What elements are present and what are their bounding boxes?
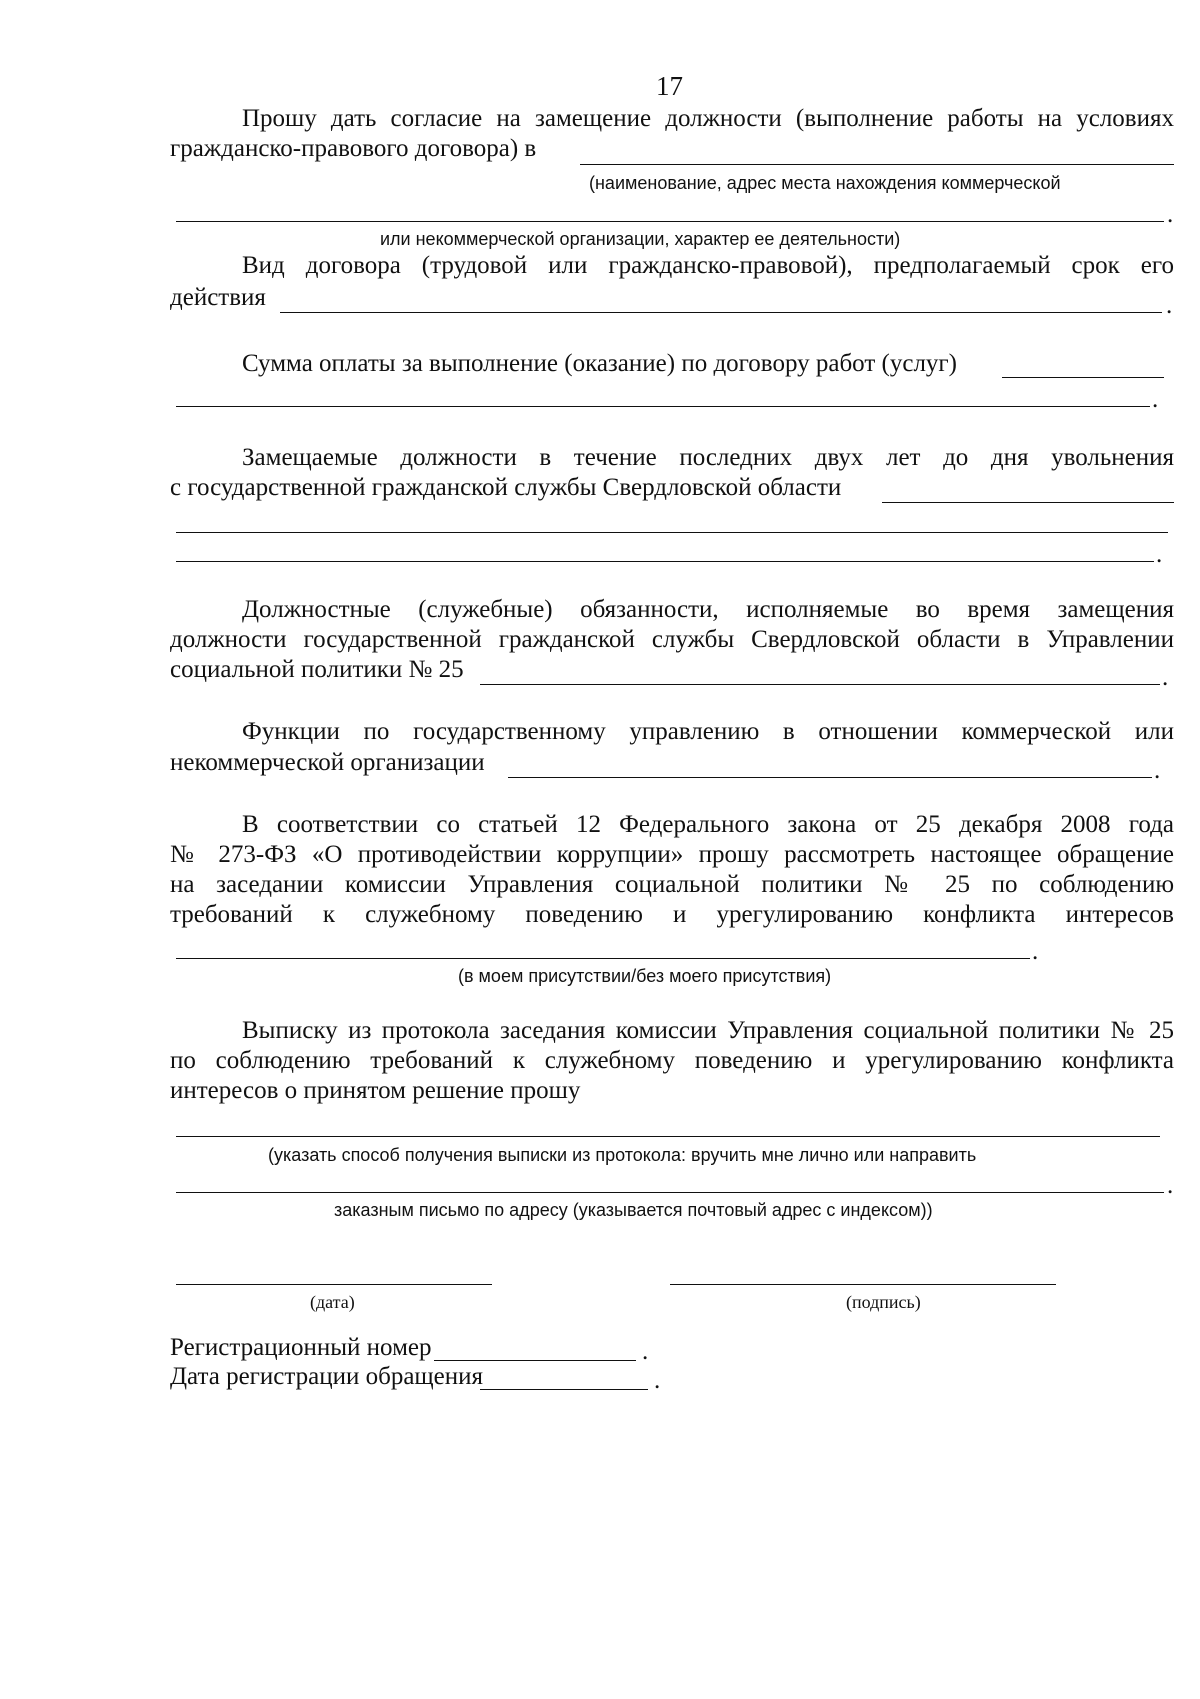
extract-line-3: интересов о принятом решение прошу: [170, 1077, 581, 1104]
consent-line-1: Прошу дать согласие на замещение должности (выполнение работы на условиях: [242, 105, 1174, 132]
functions-line-1: Функции по государственному управлению в отношении коммерческой или: [242, 718, 1174, 745]
extract-line-2: по соблюдению требований к служебному поведению и урегулированию конфликта: [170, 1047, 1174, 1074]
consent-line-2: гражданско-правового договора) в: [170, 135, 537, 162]
positions-field[interactable]: [882, 502, 1174, 503]
duties-line-2: должности государственной гражданской службы Свердловской области в Управлении: [170, 626, 1174, 653]
period: .: [654, 1367, 661, 1394]
contract-type-paragraph: [170, 251, 1174, 281]
duties-paragraph: [170, 595, 1174, 655]
contract-type-line-2: действия: [170, 284, 266, 311]
signature-caption: (подпись): [846, 1292, 921, 1312]
registration-date-label: Дата регистрации обращения: [170, 1363, 484, 1390]
organization-name-field[interactable]: [580, 164, 1174, 165]
functions-field[interactable]: [508, 777, 1152, 778]
date-field[interactable]: [176, 1284, 492, 1285]
functions-paragraph: [170, 717, 1174, 747]
positions-line-1: Замещаемые должности в течение последних двух лет до дня увольнения: [242, 444, 1174, 471]
date-caption: (дата): [310, 1292, 355, 1312]
delivery-address-field[interactable]: [176, 1192, 1164, 1193]
duties-line-3: социальной политики № 25: [170, 656, 464, 683]
presence-field[interactable]: [176, 958, 1030, 959]
positions-field-2[interactable]: [176, 532, 1168, 533]
period: .: [1167, 1172, 1174, 1199]
consent-paragraph: [170, 104, 1174, 134]
organization-caption-1: (наименование, адрес места нахождения коммерческой: [589, 173, 1061, 193]
period: .: [642, 1338, 649, 1365]
delivery-method-field[interactable]: [176, 1136, 1160, 1137]
page-number: 17: [656, 71, 683, 101]
duties-line-1: Должностные (служебные) обязанности, исполняемые во время замещения: [242, 596, 1174, 623]
presence-caption: (в моем присутствии/без моего присутствия): [458, 966, 832, 986]
request-line-4: требований к служебному поведению и урегулированию конфликта интересов: [170, 901, 1174, 928]
organization-details-field[interactable]: [176, 221, 1164, 222]
payment-amount-field-2[interactable]: [176, 406, 1150, 407]
organization-caption-2: или некоммерческой организации, характер ее деятельности): [380, 229, 901, 249]
delivery-caption-2: заказным письмо по адресу (указывается почтовый адрес с индексом)): [334, 1200, 933, 1220]
period: .: [1032, 938, 1039, 965]
period: .: [1152, 386, 1159, 413]
period: .: [1166, 292, 1173, 319]
signature-field[interactable]: [670, 1284, 1056, 1285]
payment-line-1: Сумма оплаты за выполнение (оказание) по договору работ (услуг): [242, 350, 958, 377]
request-line-3: на заседании комиссии Управления социальной политики № 25 по соблюдению: [170, 871, 1174, 898]
contract-term-field[interactable]: [280, 312, 1162, 313]
positions-paragraph: [170, 443, 1174, 473]
period: .: [1162, 664, 1169, 691]
request-line-2: № 273-ФЗ «О противодействии коррупции» прошу рассмотреть настоящее обращение: [170, 841, 1174, 868]
delivery-caption-1: (указать способ получения выписки из протокола: вручить мне лично или направить: [268, 1145, 977, 1165]
contract-type-line-1: Вид договора (трудовой или гражданско-правовой), предполагаемый срок его: [242, 252, 1174, 279]
request-paragraph: [170, 810, 1174, 930]
period: .: [1156, 541, 1163, 568]
registration-date-field[interactable]: [480, 1389, 648, 1390]
period: .: [1154, 757, 1161, 784]
payment-amount-field[interactable]: [1002, 377, 1164, 378]
period: .: [1167, 201, 1174, 228]
registration-number-label: Регистрационный номер: [170, 1334, 432, 1361]
positions-field-3[interactable]: [176, 561, 1154, 562]
duties-field[interactable]: [480, 684, 1160, 685]
functions-line-2: некоммерческой организации: [170, 749, 485, 776]
registration-number-field[interactable]: [434, 1360, 636, 1361]
extract-paragraph: [170, 1016, 1174, 1076]
extract-line-1: Выписку из протокола заседания комиссии Управления социальной политики № 25: [242, 1017, 1174, 1044]
positions-line-2: с государственной гражданской службы Свердловской области: [170, 474, 842, 501]
request-line-1: В соответствии со статьей 12 Федерального закона от 25 декабря 2008 года: [242, 811, 1174, 838]
